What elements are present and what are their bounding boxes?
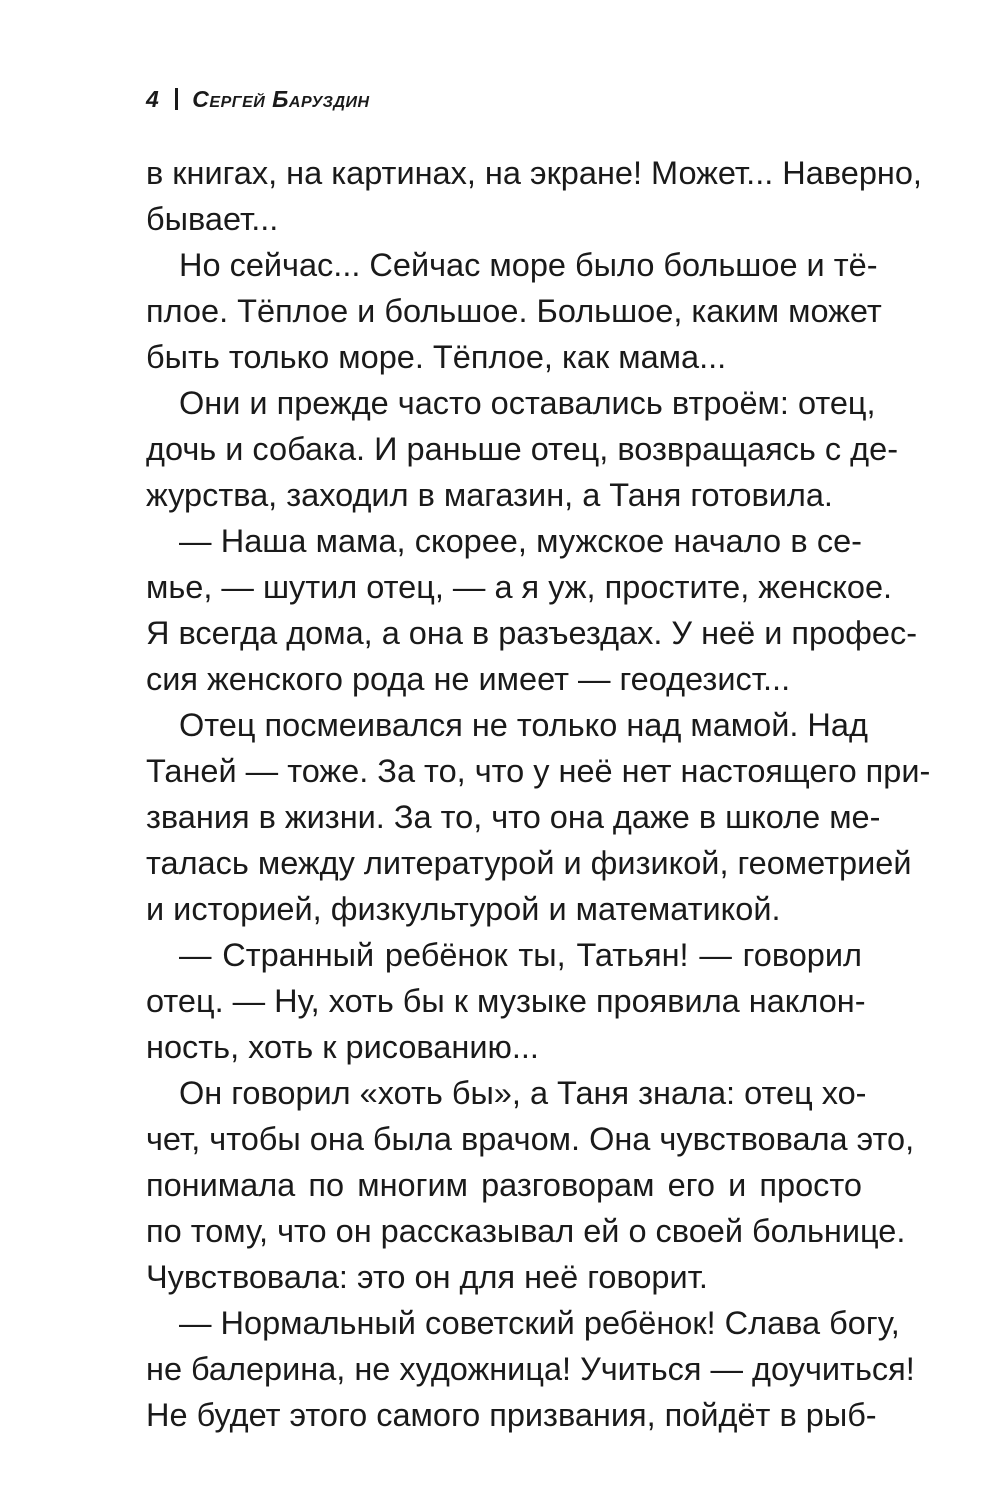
text-line: плое. Тёплое и большое. Большое, каким может bbox=[146, 293, 882, 329]
paragraph-first-line: — Наша мама, скорее, мужское начало в се- bbox=[179, 523, 862, 559]
text-line: бывает... bbox=[146, 201, 279, 237]
paragraph-first-line: Отец посмеивался не только над мамой. Над bbox=[179, 707, 868, 743]
text-line: в книгах, на картинах, на экране! Может... Наверно, bbox=[146, 155, 922, 191]
header-separator bbox=[175, 88, 178, 110]
text-line: звания в жизни. За то, что она даже в школе ме- bbox=[146, 799, 881, 835]
paragraph-first-line: — Нормальный советский ребёнок! Слава богу, bbox=[179, 1305, 900, 1341]
text-line: отец. — Ну, хоть бы к музыке проявила наклон- bbox=[146, 983, 866, 1019]
text-line: Чувствовала: это он для неё говорит. bbox=[146, 1259, 708, 1295]
text-line: Не будет этого самого призвания, пойдёт в рыб- bbox=[146, 1397, 877, 1433]
text-line: журства, заходил в магазин, а Таня готовила. bbox=[146, 477, 833, 513]
text-line: Таней — тоже. За то, что у неё нет настоящего при- bbox=[146, 753, 931, 789]
text-line: дочь и собака. И раньше отец, возвращаясь с де- bbox=[146, 431, 899, 467]
page-number: 4 bbox=[146, 86, 160, 112]
text-line: понимала по многим разговорам его и просто bbox=[146, 1167, 862, 1203]
text-line: чет, чтобы она была врачом. Она чувствовала это, bbox=[146, 1121, 915, 1157]
paragraph-first-line: Они и прежде часто оставались втроём: отец, bbox=[179, 385, 876, 421]
text-line: по тому, что он рассказывал ей о своей больнице. bbox=[146, 1213, 906, 1249]
author-name: Сергей Баруздин bbox=[192, 86, 370, 112]
text-line: ность, хоть к рисованию... bbox=[146, 1029, 539, 1065]
paragraph-first-line: — Странный ребёнок ты, Татьян! — говорил bbox=[179, 937, 862, 973]
body-text bbox=[146, 150, 931, 1438]
text-line: и историей, физкультурой и математикой. bbox=[146, 891, 781, 927]
text-line: сия женского рода не имеет — геодезист... bbox=[146, 661, 791, 697]
text-line: мье, — шутил отец, — а я уж, простите, женское. bbox=[146, 569, 893, 605]
running-head bbox=[146, 86, 370, 113]
text-line: не балерина, не художница! Учиться — доучиться! bbox=[146, 1351, 915, 1387]
paragraph-first-line: Он говорил «хоть бы», а Таня знала: отец хо- bbox=[179, 1075, 867, 1111]
text-line: талась между литературой и физикой, геометрией bbox=[146, 845, 912, 881]
text-line: Я всегда дома, а она в разъездах. У неё и профес- bbox=[146, 615, 918, 651]
text-line: быть только море. Тёплое, как мама... bbox=[146, 339, 727, 375]
paragraph-first-line: Но сейчас... Сейчас море было большое и тё- bbox=[179, 247, 878, 283]
